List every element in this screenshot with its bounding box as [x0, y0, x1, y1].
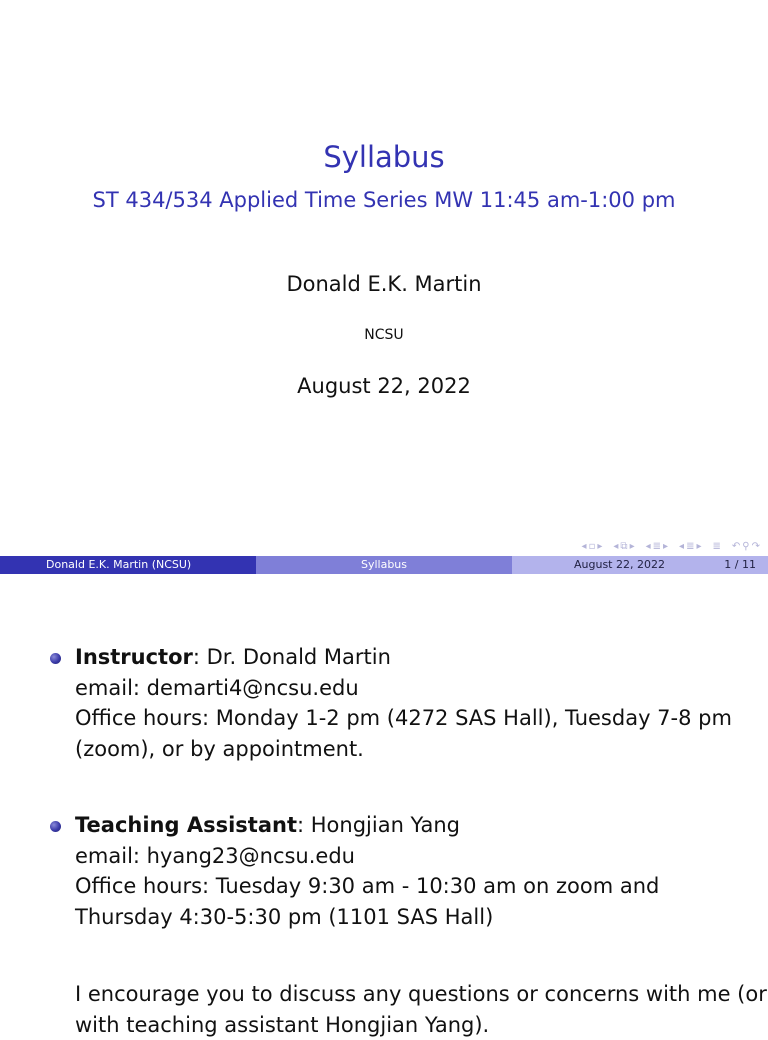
instructor-office-hours-cont: (zoom), or by appointment. [75, 734, 765, 765]
nav-section[interactable] [646, 541, 668, 552]
nav-frame[interactable] [582, 541, 603, 552]
ta-office-hours: Office hours: Tuesday 9:30 am - 10:30 am on zoom and [75, 871, 765, 902]
encouragement-note [75, 979, 765, 1040]
forward-icon: ↷ [752, 541, 760, 552]
document-icon: ≣ [686, 541, 694, 552]
institute: NCSU [0, 327, 768, 343]
nav-appendix[interactable] [713, 541, 721, 552]
footline [0, 556, 768, 574]
beamer-navigation [582, 538, 760, 554]
note-line-1: I encourage you to discuss any questions or concerns with me (or [75, 979, 765, 1010]
syllabus-slide [0, 576, 768, 1024]
nav-subsection[interactable] [613, 541, 634, 552]
bullet-icon [50, 653, 61, 664]
bullet-icon [50, 821, 61, 832]
appendix-icon: ≣ [713, 541, 721, 552]
arrow-left-icon: ◂ [646, 541, 651, 552]
subsection-icon: ⧉ [620, 541, 627, 552]
slide-subtitle: ST 434/534 Applied Time Series MW 11:45 am-1:00 pm [0, 188, 768, 212]
footer-page-number: 1 / 11 [724, 556, 756, 574]
arrow-right-icon: ▸ [630, 541, 635, 552]
section-icon: ≣ [653, 541, 661, 552]
footer-title: Syllabus [256, 556, 512, 574]
arrow-left-icon: ◂ [582, 541, 587, 552]
instructor-email: email: demarti4@ncsu.edu [75, 673, 765, 704]
author: Donald E.K. Martin [0, 272, 768, 296]
back-icon: ↶ [732, 541, 740, 552]
search-icon: ⚲ [742, 541, 749, 552]
date: August 22, 2022 [0, 374, 768, 398]
ta-office-hours-cont: Thursday 4:30-5:30 pm (1101 SAS Hall) [75, 902, 765, 933]
slide-title: Syllabus [0, 140, 768, 174]
footer-author: Donald E.K. Martin (NCSU) [0, 556, 256, 574]
footer-date: August 22, 2022 [574, 556, 665, 574]
arrow-left-icon: ◂ [679, 541, 684, 552]
instructor-name: : Dr. Donald Martin [193, 645, 391, 669]
arrow-right-icon: ▸ [597, 541, 602, 552]
footer-date-page [512, 556, 768, 574]
arrow-right-icon: ▸ [663, 541, 668, 552]
ta-email: email: hyang23@ncsu.edu [75, 841, 765, 872]
frame-icon: ▫ [589, 541, 596, 552]
instructor-label: Instructor [75, 645, 193, 669]
nav-search[interactable] [732, 541, 760, 552]
instructor-office-hours: Office hours: Monday 1-2 pm (4272 SAS Hall), Tuesday 7-8 pm [75, 703, 765, 734]
arrow-right-icon: ▸ [696, 541, 701, 552]
ta-name: : Hongjian Yang [297, 813, 460, 837]
arrow-left-icon: ◂ [613, 541, 618, 552]
note-line-2: with teaching assistant Hongjian Yang). [75, 1010, 765, 1040]
nav-document[interactable] [679, 541, 701, 552]
ta-label: Teaching Assistant [75, 813, 297, 837]
